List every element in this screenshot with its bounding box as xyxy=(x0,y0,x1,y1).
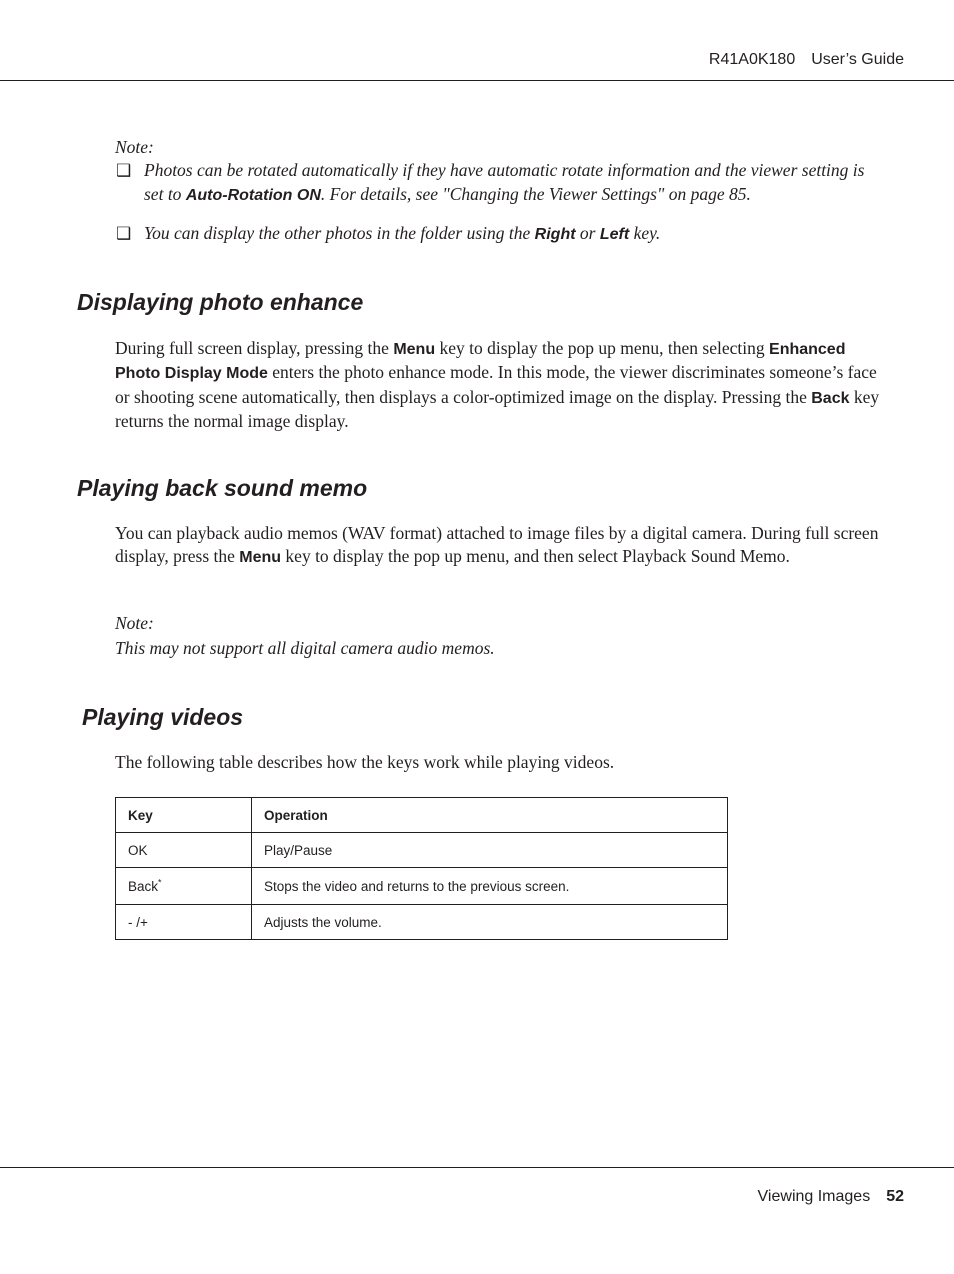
column-header-key: Key xyxy=(116,798,252,833)
column-header-operation: Operation xyxy=(252,798,728,833)
note-item-text: Photos can be rotated automatically if they have automatic rotate information and the viewer setting is set to Auto-Rotation ON. For details, see "Changing the Viewer Settings" on page 85. xyxy=(144,160,865,204)
keyword: Left xyxy=(599,226,630,243)
keyword: Enhanced Photo Display Mode xyxy=(115,341,846,383)
table-row xyxy=(116,833,728,868)
note-label: Note: xyxy=(115,137,154,157)
note-label: Note: xyxy=(115,613,154,633)
note-item-text: You can display the other photos in the folder using the Right or Left key. xyxy=(144,223,661,243)
keyword: Menu xyxy=(393,341,436,358)
bullet-checkbox-icon: ❑ xyxy=(116,161,132,180)
paragraph: During full screen display, pressing the Menu key to display the pop up menu, then selecting Enhanced Photo Display Mode enters the photo enhance mode. In this mode, the viewer discriminates someone’s face or shooting scene automatically, then displays a color-optimized image on the display. Pressing the Back key returns the normal image display. xyxy=(115,338,880,431)
note-text: This may not support all digital camera audio memos. xyxy=(115,638,495,658)
footer-section: Viewing Images xyxy=(757,1188,871,1205)
keyword: Menu xyxy=(239,549,282,567)
section-heading: Playing back sound memo xyxy=(77,475,368,501)
key-cell: OK xyxy=(116,833,252,868)
keyword: Auto-Rotation ON xyxy=(185,187,321,204)
operation-cell: Play/Pause xyxy=(252,833,728,868)
bullet-checkbox-icon: ❑ xyxy=(116,224,132,243)
paragraph: You can playback audio memos (WAV format) attached to image files by a digital camera. During full screen display, press the Menu key to display the pop up menu, and then select Playback Sound Memo. xyxy=(115,523,879,567)
key-cell: - /+ xyxy=(116,905,252,940)
table-row xyxy=(116,868,728,905)
key-operations-table xyxy=(115,797,728,940)
operation-cell: Adjusts the volume. xyxy=(252,905,728,940)
keyword: Right xyxy=(534,226,576,243)
footer-rule xyxy=(0,1167,954,1168)
keyword: Back xyxy=(811,389,850,407)
header-rule xyxy=(0,80,954,81)
guide-title: User’s Guide xyxy=(811,51,904,68)
paragraph: The following table describes how the keys work while playing videos. xyxy=(115,752,615,772)
table-row xyxy=(116,905,728,940)
section-heading: Displaying photo enhance xyxy=(77,289,364,315)
footnote-marker: * xyxy=(158,877,162,887)
page-footer xyxy=(758,1188,904,1206)
doc-code: R41A0K180 xyxy=(708,51,796,68)
section-heading: Playing videos xyxy=(82,704,244,730)
page-number: 52 xyxy=(886,1188,904,1205)
operation-cell: Stops the video and returns to the previous screen. xyxy=(252,868,728,905)
page-header xyxy=(709,51,904,69)
table-header-row xyxy=(116,798,728,833)
key-cell: Back* xyxy=(116,868,252,905)
